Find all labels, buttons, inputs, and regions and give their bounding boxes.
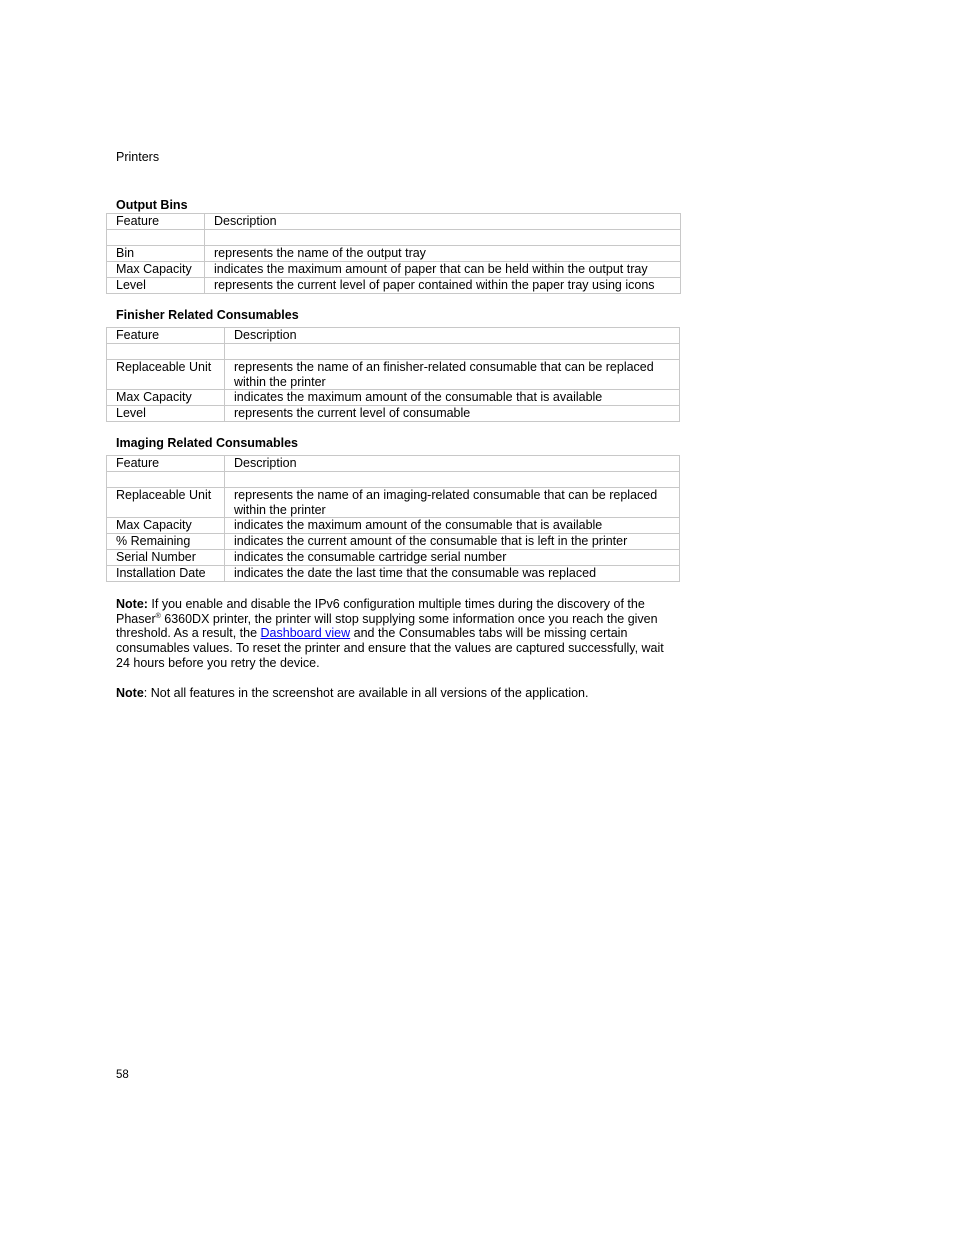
- table-spacer-row: [107, 472, 680, 488]
- table-row: [107, 550, 680, 566]
- feature-cell: Bin: [107, 246, 205, 262]
- feature-cell: Replaceable Unit: [107, 360, 225, 390]
- table-row: [107, 518, 680, 534]
- feature-cell: Serial Number: [107, 550, 225, 566]
- note-text: and the Consumables tabs will be missing certain consumables values. To reset the printer and ensure that the values are captured successfully, wait 24 hours before you retry the device.: [116, 626, 664, 670]
- table-row: [107, 566, 680, 582]
- dashboard-view-link[interactable]: Dashboard view: [260, 626, 351, 641]
- output-bins-table: [106, 213, 681, 294]
- finisher-consumables-table: [106, 327, 680, 422]
- description-cell: represents the name of an finisher-related consumable that can be replaced within the printer: [225, 360, 680, 390]
- feature-cell: Max Capacity: [107, 390, 225, 406]
- feature-cell: Level: [107, 278, 205, 294]
- imaging-consumables-table: [106, 455, 680, 582]
- column-header-description: Description: [205, 214, 681, 230]
- feature-cell: Replaceable Unit: [107, 488, 225, 518]
- description-cell: indicates the maximum amount of the consumable that is available: [225, 390, 680, 406]
- table-row: [107, 534, 680, 550]
- description-cell: represents the current level of paper contained within the paper tray using icons: [205, 278, 681, 294]
- section-title-imaging-consumables: Imaging Related Consumables: [116, 436, 298, 450]
- note-text: 6360DX printer, the printer will stop supplying some information once you reach the given threshold. As a result, the: [116, 611, 658, 641]
- section-title-output-bins: Output Bins: [116, 198, 188, 212]
- table-row: [107, 406, 680, 422]
- feature-cell: Max Capacity: [107, 518, 225, 534]
- feature-cell: Installation Date: [107, 566, 225, 582]
- column-header-feature: Feature: [107, 456, 225, 472]
- note-text: : Not all features in the screenshot are available in all versions of the application.: [143, 686, 589, 700]
- column-header-description: Description: [225, 328, 680, 344]
- note-text: If you enable and disable the IPv6 configuration multiple times during the discovery of the Phaser: [116, 597, 645, 626]
- table-header-row: [107, 328, 680, 344]
- feature-cell: Max Capacity: [107, 262, 205, 278]
- column-header-description: Description: [225, 456, 680, 472]
- description-cell: represents the current level of consumable: [225, 406, 680, 422]
- table-header-row: [107, 214, 681, 230]
- table-spacer-row: [107, 344, 680, 360]
- feature-cell: % Remaining: [107, 534, 225, 550]
- ipv6-note: [116, 597, 676, 671]
- page-number: 58: [116, 1069, 129, 1081]
- feature-cell: Level: [107, 406, 225, 422]
- description-cell: indicates the maximum amount of paper that can be held within the output tray: [205, 262, 681, 278]
- table-row: [107, 246, 681, 262]
- description-cell: indicates the maximum amount of the consumable that is available: [225, 518, 680, 534]
- description-cell: indicates the current amount of the consumable that is left in the printer: [225, 534, 680, 550]
- note-label: Note: [116, 686, 144, 700]
- table-row: [107, 488, 680, 518]
- table-row: [107, 360, 680, 390]
- description-cell: represents the name of the output tray: [205, 246, 681, 262]
- table-row: [107, 278, 681, 294]
- table-row: [107, 262, 681, 278]
- page-header: Printers: [116, 150, 160, 164]
- registered-mark: ®: [155, 612, 161, 620]
- description-cell: represents the name of an imaging-related consumable that can be replaced within the printer: [225, 488, 680, 518]
- features-note: [116, 686, 676, 701]
- description-cell: indicates the date the last time that the consumable was replaced: [225, 566, 680, 582]
- column-header-feature: Feature: [107, 328, 225, 344]
- description-cell: indicates the consumable cartridge serial number: [225, 550, 680, 566]
- table-row: [107, 390, 680, 406]
- column-header-feature: Feature: [107, 214, 205, 230]
- table-header-row: [107, 456, 680, 472]
- table-spacer-row: [107, 230, 681, 246]
- note-label: Note:: [116, 597, 148, 611]
- section-title-finisher-consumables: Finisher Related Consumables: [116, 308, 299, 322]
